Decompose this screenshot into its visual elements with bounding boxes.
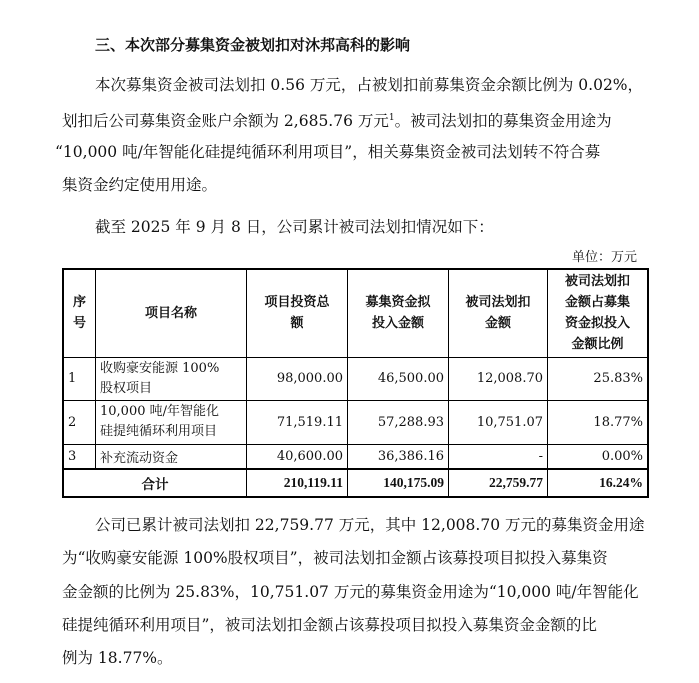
total-raised: 140,175.09: [348, 469, 449, 497]
para3-line3: 金金额的比例为 25.83%，10,751.07 万元的募集资金用途为“10,000 吨/年智能化: [62, 583, 639, 601]
cell-ratio: 0.00%: [548, 444, 649, 469]
para2-line1: 截至 2025 年 9 月 8 日，公司累计被司法划扣情况如下：: [95, 218, 494, 236]
table-row: [63, 400, 648, 444]
table-unit: 单位：万元: [571, 250, 637, 265]
cell-ratio: 25.83%: [548, 357, 649, 400]
cell-deduct: -: [449, 444, 548, 469]
cell-name: 补充流动资金: [96, 444, 247, 469]
header-name: 项目名称: [96, 269, 247, 357]
deduction-table: [62, 268, 649, 498]
header-ratio: 被司法划扣 金额占募集 资金拟投入 金额比例: [548, 269, 649, 357]
cell-name: 收购豪安能源 100% 股权项目: [96, 357, 247, 400]
cell-name: 10,000 吨/年智能化 硅提纯循环利用项目: [96, 400, 247, 444]
table-row: [63, 357, 648, 400]
para3-line2: 为“收购豪安能源 100%股权项目”，被司法划扣金额占该募投项目拟投入募集资: [62, 549, 608, 567]
para3-line4: 硅提纯循环利用项目”，被司法划扣金额占该募投项目拟投入募集资金金额的比: [62, 616, 597, 634]
para1-line2-tail: 。被司法划扣的募集资金用途为: [394, 112, 612, 130]
header-invest: 项目投资总 额: [247, 269, 348, 357]
cell-no: 2: [63, 400, 96, 444]
total-label: 合计: [63, 469, 247, 497]
para1-line1: 本次募集资金被司法划扣 0.56 万元，占被划扣前募集资金余额比例为 0.02%，: [95, 76, 644, 94]
para1-line2-text: 划扣后公司募集资金账户余额为 2,685.76 万元: [62, 112, 389, 130]
cell-invest: 98,000.00: [247, 357, 348, 400]
cell-no: 3: [63, 444, 96, 469]
cell-deduct: 10,751.07: [449, 400, 548, 444]
cell-invest: 40,600.00: [247, 444, 348, 469]
section-heading: 三、本次部分募集资金被划扣对沐邦高科的影响: [95, 36, 411, 54]
header-raised: 募集资金拟 投入金额: [348, 269, 449, 357]
header-deduct: 被司法划扣 金额: [449, 269, 548, 357]
table-row: [63, 444, 648, 469]
cell-raised: 57,288.93: [348, 400, 449, 444]
cell-deduct: 12,008.70: [449, 357, 548, 400]
total-deduct: 22,759.77: [449, 469, 548, 497]
cell-no: 1: [63, 357, 96, 400]
header-no: 序 号: [63, 269, 96, 357]
cell-invest: 71,519.11: [247, 400, 348, 444]
para1-line4: 集资金约定使用用途。: [62, 176, 218, 194]
footnote-ref: 1: [388, 113, 395, 123]
para3-line5: 例为 18.77%。: [62, 649, 173, 667]
cell-raised: 46,500.00: [348, 357, 449, 400]
para3-line1: 公司已累计被司法划扣 22,759.77 万元，其中 12,008.70 万元的募集资金用途: [95, 516, 645, 534]
table-header-row: [63, 269, 648, 357]
para1-line2: [62, 108, 612, 131]
table-total-row: [63, 469, 648, 497]
para1-line3: “10,000 吨/年智能化硅提纯循环利用项目”，相关募集资金被司法划转不符合募: [55, 143, 601, 161]
total-invest: 210,119.11: [247, 469, 348, 497]
cell-ratio: 18.77%: [548, 400, 649, 444]
total-ratio: 16.24%: [548, 469, 649, 497]
cell-raised: 36,386.16: [348, 444, 449, 469]
